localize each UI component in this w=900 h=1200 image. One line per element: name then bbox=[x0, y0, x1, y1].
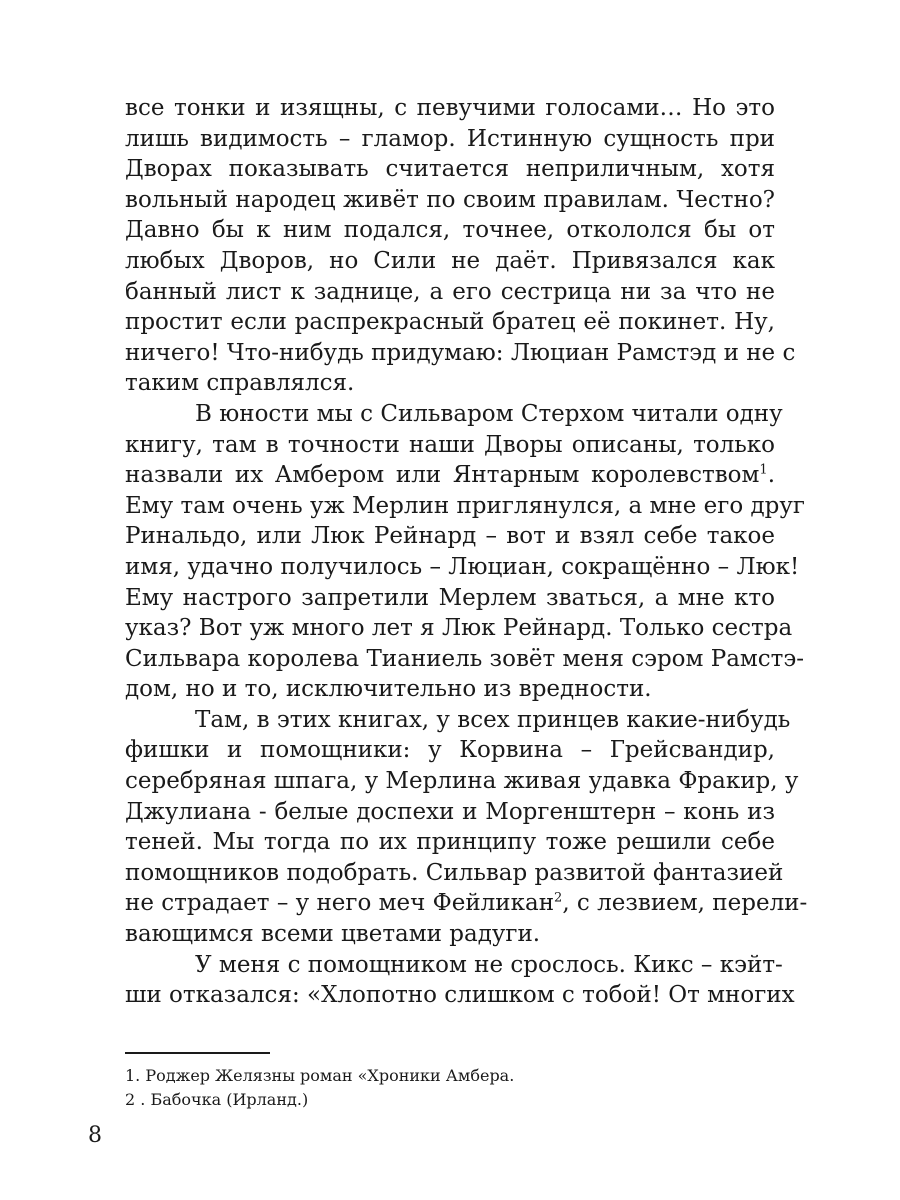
text-line: простит если распрекрасный братец её покинет. Ну, bbox=[125, 309, 775, 336]
footnote-divider bbox=[125, 1052, 270, 1054]
text-line: серебряная шпага, у Мерлина живая удавка Фракир, у bbox=[125, 768, 799, 795]
text-line: Джулиана - белые доспехи и Моргенштерн – конь из bbox=[125, 798, 775, 825]
text-line: имя, удачно получилось – Люциан, сокращённо – Люк! bbox=[125, 553, 800, 580]
text-line: фишки и помощники: у Корвина – Грейсвандир, bbox=[125, 737, 775, 764]
footnote-1: 1. Роджер Желязны роман «Хроники Амбера. bbox=[125, 1066, 515, 1085]
text-segment: не страдает – у него меч Фейликан bbox=[125, 890, 555, 917]
text-line: Ринальдо, или Люк Рейнард – вот и взял себе такое bbox=[125, 523, 775, 550]
text-line: ши отказался: «Хлопотно слишком с тобой! От многих bbox=[125, 982, 795, 1009]
text-line: Дворах показывать считается неприличным, хотя bbox=[125, 156, 775, 183]
text-line: лишь видимость – гламор. Истинную сущность при bbox=[125, 125, 775, 152]
text-line: дом, но и то, исключительно из вредности. bbox=[125, 676, 652, 703]
text-line: ничего! Что-нибудь придумаю: Люциан Рамстэд и не с bbox=[125, 339, 796, 366]
text-line-with-footnote: назвали их Амбером или Янтарным королевством$^1$. bbox=[125, 462, 775, 489]
page-body bbox=[125, 93, 808, 1011]
text-line: вольный народец живёт по своим правилам. Честно? bbox=[125, 186, 775, 213]
paragraph-1 bbox=[125, 93, 796, 399]
page-number: 8 bbox=[88, 1123, 102, 1148]
text-line: книгу, там в точности наши Дворы описаны, только bbox=[125, 431, 775, 458]
text-line: теней. Мы тогда по их принципу тоже решили себе bbox=[125, 829, 775, 856]
footnotes bbox=[125, 1064, 775, 1112]
text-line: Давно бы к ним подался, точнее, откололся бы от bbox=[125, 217, 775, 244]
text-line-with-footnote bbox=[125, 888, 808, 919]
text-line: В юности мы с Сильваром Стерхом читали одну bbox=[195, 400, 783, 427]
text-segment: , с лезвием, перели- bbox=[562, 890, 808, 917]
text-line: банный лист к заднице, а его сестрица ни за что не bbox=[125, 278, 775, 305]
text-line: указ? Вот уж много лет я Люк Рейнард. Только сестра bbox=[125, 615, 793, 642]
text-segment: назвали их Амбером или Янтарным королевством bbox=[125, 462, 760, 489]
text-line: Ему настрого запретили Мерлем зваться, а мне кто bbox=[125, 584, 775, 611]
footnote-mark-1: 1 bbox=[759, 462, 768, 478]
paragraph-2 bbox=[125, 399, 805, 705]
text-line: У меня с помощником не срослось. Кикс – кэйт- bbox=[195, 951, 783, 978]
text-line: любых Дворов, но Сили не даёт. Привязался как bbox=[125, 247, 775, 274]
text-line: Там, в этих книгах, у всех принцев какие-нибудь bbox=[195, 706, 791, 733]
paragraph-3 bbox=[125, 705, 808, 950]
text-line: Сильвара королева Тианиель зовёт меня сэром Рамстэ- bbox=[125, 645, 805, 672]
paragraph-4 bbox=[125, 950, 795, 1011]
text-line: таким справлялся. bbox=[125, 370, 355, 397]
text-line: Ему там очень уж Мерлин приглянулся, а мне его друг bbox=[125, 492, 805, 519]
footnote-2: 2 . Бабочка (Ирланд.) bbox=[125, 1090, 309, 1109]
text-line: помощников подобрать. Сильвар развитой фантазией bbox=[125, 859, 784, 886]
footnote-mark-2: 2 bbox=[554, 890, 563, 906]
text-line: все тонки и изящны, с певучими голосами… Но это bbox=[125, 95, 775, 121]
text-line: вающимся всеми цветами радуги. bbox=[125, 921, 541, 948]
body-text bbox=[125, 93, 808, 1011]
